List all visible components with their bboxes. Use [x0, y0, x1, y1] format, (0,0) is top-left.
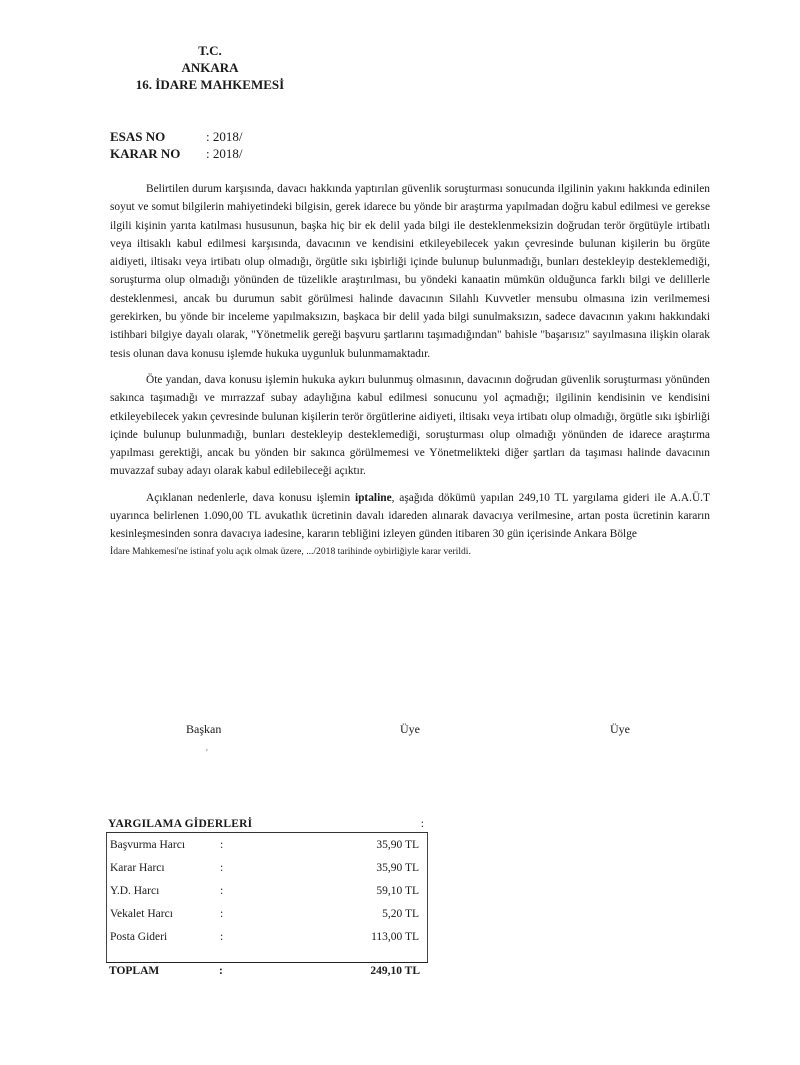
costs-title-colon: :: [420, 818, 424, 830]
esas-label: ESAS NO: [110, 129, 166, 144]
total-value: 249,10 TL: [370, 965, 420, 977]
table-row: [107, 833, 427, 856]
costs-rows: [106, 833, 428, 962]
signature-member-2: Üye: [610, 722, 630, 736]
cost-colon: :: [220, 930, 224, 943]
header-line-tc: T.C.: [198, 43, 222, 58]
paragraph-3-before: Açıklanan nedenlerle, dava konusu işlemin: [146, 491, 355, 504]
paragraph-3-after: , aşağıda dökümü yapılan 249,10 TL yargılama gideri ile A.A.Ü.T uyarınca belirlenen 1.090,00 TL avukatlık ücretinin davalı idareden alınarak davacıya verilmesine, artan posta ücretinin kararın kesinleşmesinden sonra davacıya iadesine, kararın tebliğini izleyen günden itibaren 30 gün içerisinde Ankara Bölge: [110, 491, 710, 541]
signature-mark: ': [206, 748, 208, 759]
costs-title-row: [106, 818, 428, 830]
paragraph-4: İdare Mahkemesi'ne istinaf yolu açık olmak üzere, .../2018 tarihinde oybirliğiyle karar verildi.: [110, 545, 471, 557]
cost-colon: :: [220, 884, 224, 897]
cost-value: 59,10 TL: [376, 884, 419, 897]
table-row: [107, 879, 427, 902]
cost-colon: :: [220, 907, 224, 920]
court-header: [110, 42, 310, 93]
karar-value: : 2018/: [206, 146, 243, 161]
header-line-city: ANKARA: [181, 60, 239, 75]
esas-value: : 2018/: [206, 129, 243, 144]
case-numbers: [110, 128, 242, 162]
karar-row: [110, 145, 242, 162]
header-line-court: 16. İDARE MAHKEMESİ: [135, 77, 285, 92]
esas-row: [110, 128, 242, 145]
cost-label: Başvurma Harcı: [110, 838, 186, 851]
cost-value: 35,90 TL: [376, 838, 419, 851]
costs-table: [106, 818, 428, 977]
paragraph-1: Belirtilen durum karşısında, davacı hakkında yaptırılan güvenlik soruşturması sonucunda ilgilinin yakını hakkında edinilen soyut ve somut bilgilerin mahiyetindeki bilgisin, gerek idarece bu yönde bir araştırma yapılmadan doğru kabul edilmesi ve gerekse ilgili kişinin yarıta katılması hususunun, başka hiç bir ek delil yada bilgi ile desteklenmeksizin doğrudan terör örgütüyle irtibatlı veya iltisaklı kabul edilmesi karşısında, davacının ve kendisini etkileyebilecek yakın çevresinde bulunan kişilerin bu örgüte aidiyeti, iltisakı veya irtibatı olup olmadığı, örgütle sıkı işbirliği içinde bulunup bulunmadığı, bunları destekleyip desteklemediği, soruşturma olup olmadığı yönünden de tüzelikle araştırılması, bu yöndeki kanaatin mümkün olduğunca farklı bilgi ve delillerle desteklenmesi, ancak bu durumun sabit görülmesi halinde davacının Silahlı Kuvvetler mensubu olmasına izin verilmemesi gerekirken, bu yönde bir inceleme yapılmaksızın, başkaca bir delil yada bilgi sunulmaksızın, sadece davacının yakını hakkındaki istihbari bilgiye dayalı olarak, "Yönetmelik gereği başvuru şartlarını taşımadığından" bahisle "başarısız" sayılmasına ilişkin olarak tesis olunan dava konusu işlemde hukuka uygunluk bulunmamaktadır.: [110, 183, 710, 360]
table-row: [107, 856, 427, 879]
cost-label: Posta Gideri: [110, 930, 168, 943]
signature-chair: Başkan: [186, 722, 222, 736]
paragraph-3-bold: iptaline: [354, 491, 392, 504]
signature-member-1: Üye: [400, 722, 420, 736]
total-colon: :: [219, 965, 223, 977]
cost-value: 5,20 TL: [382, 907, 419, 920]
cost-label: Y.D. Harcı: [110, 884, 160, 897]
total-label: TOPLAM: [109, 965, 160, 977]
table-row: [107, 925, 427, 948]
table-row: [107, 902, 427, 925]
cost-label: Karar Harcı: [110, 861, 165, 874]
paragraph-2: Öte yandan, dava konusu işlemin hukuka aykırı bulunmuş olmasının, davacının doğrudan güvenlik soruşturması yönünden sakınca taşımadığı ve mırrazzaf subay adaylığına kabul edilmesi sonucunu yol açmadığı; ilgilinin kendisinin ve kendisini etkileyebilecek yakın çevresinde bulunan kişilerin terör örgütlerine aidiyeti, iltisakı veya irtibatı olup olmadığı, örgütle sıkı işbirliği içinde bulunup bulunmadığı, bunları destekleyip desteklemediği, soruşturması olup olmadığı yönünden de idarece araştırma yapılması gerektiği, ancak bu yönden bir sakınca görülmemesi ve Yönetmelikteki diğer şartları da taşıması halinde davacının muvazzaf subay adayı olarak kabul edilebileceği açıktır.: [110, 373, 710, 478]
costs-title: YARGILAMA GİDERLERİ: [108, 818, 253, 830]
cost-colon: :: [220, 861, 224, 874]
cost-label: Vekalet Harcı: [110, 907, 173, 920]
decision-text: [110, 180, 710, 559]
cost-colon: :: [220, 838, 224, 851]
cost-value: 35,90 TL: [376, 861, 419, 874]
karar-label: KARAR NO: [110, 146, 181, 161]
costs-total-row: [106, 962, 428, 977]
cost-value: 113,00 TL: [371, 930, 419, 943]
costs-spacer: [107, 948, 427, 962]
paragraph-3: [110, 489, 710, 544]
